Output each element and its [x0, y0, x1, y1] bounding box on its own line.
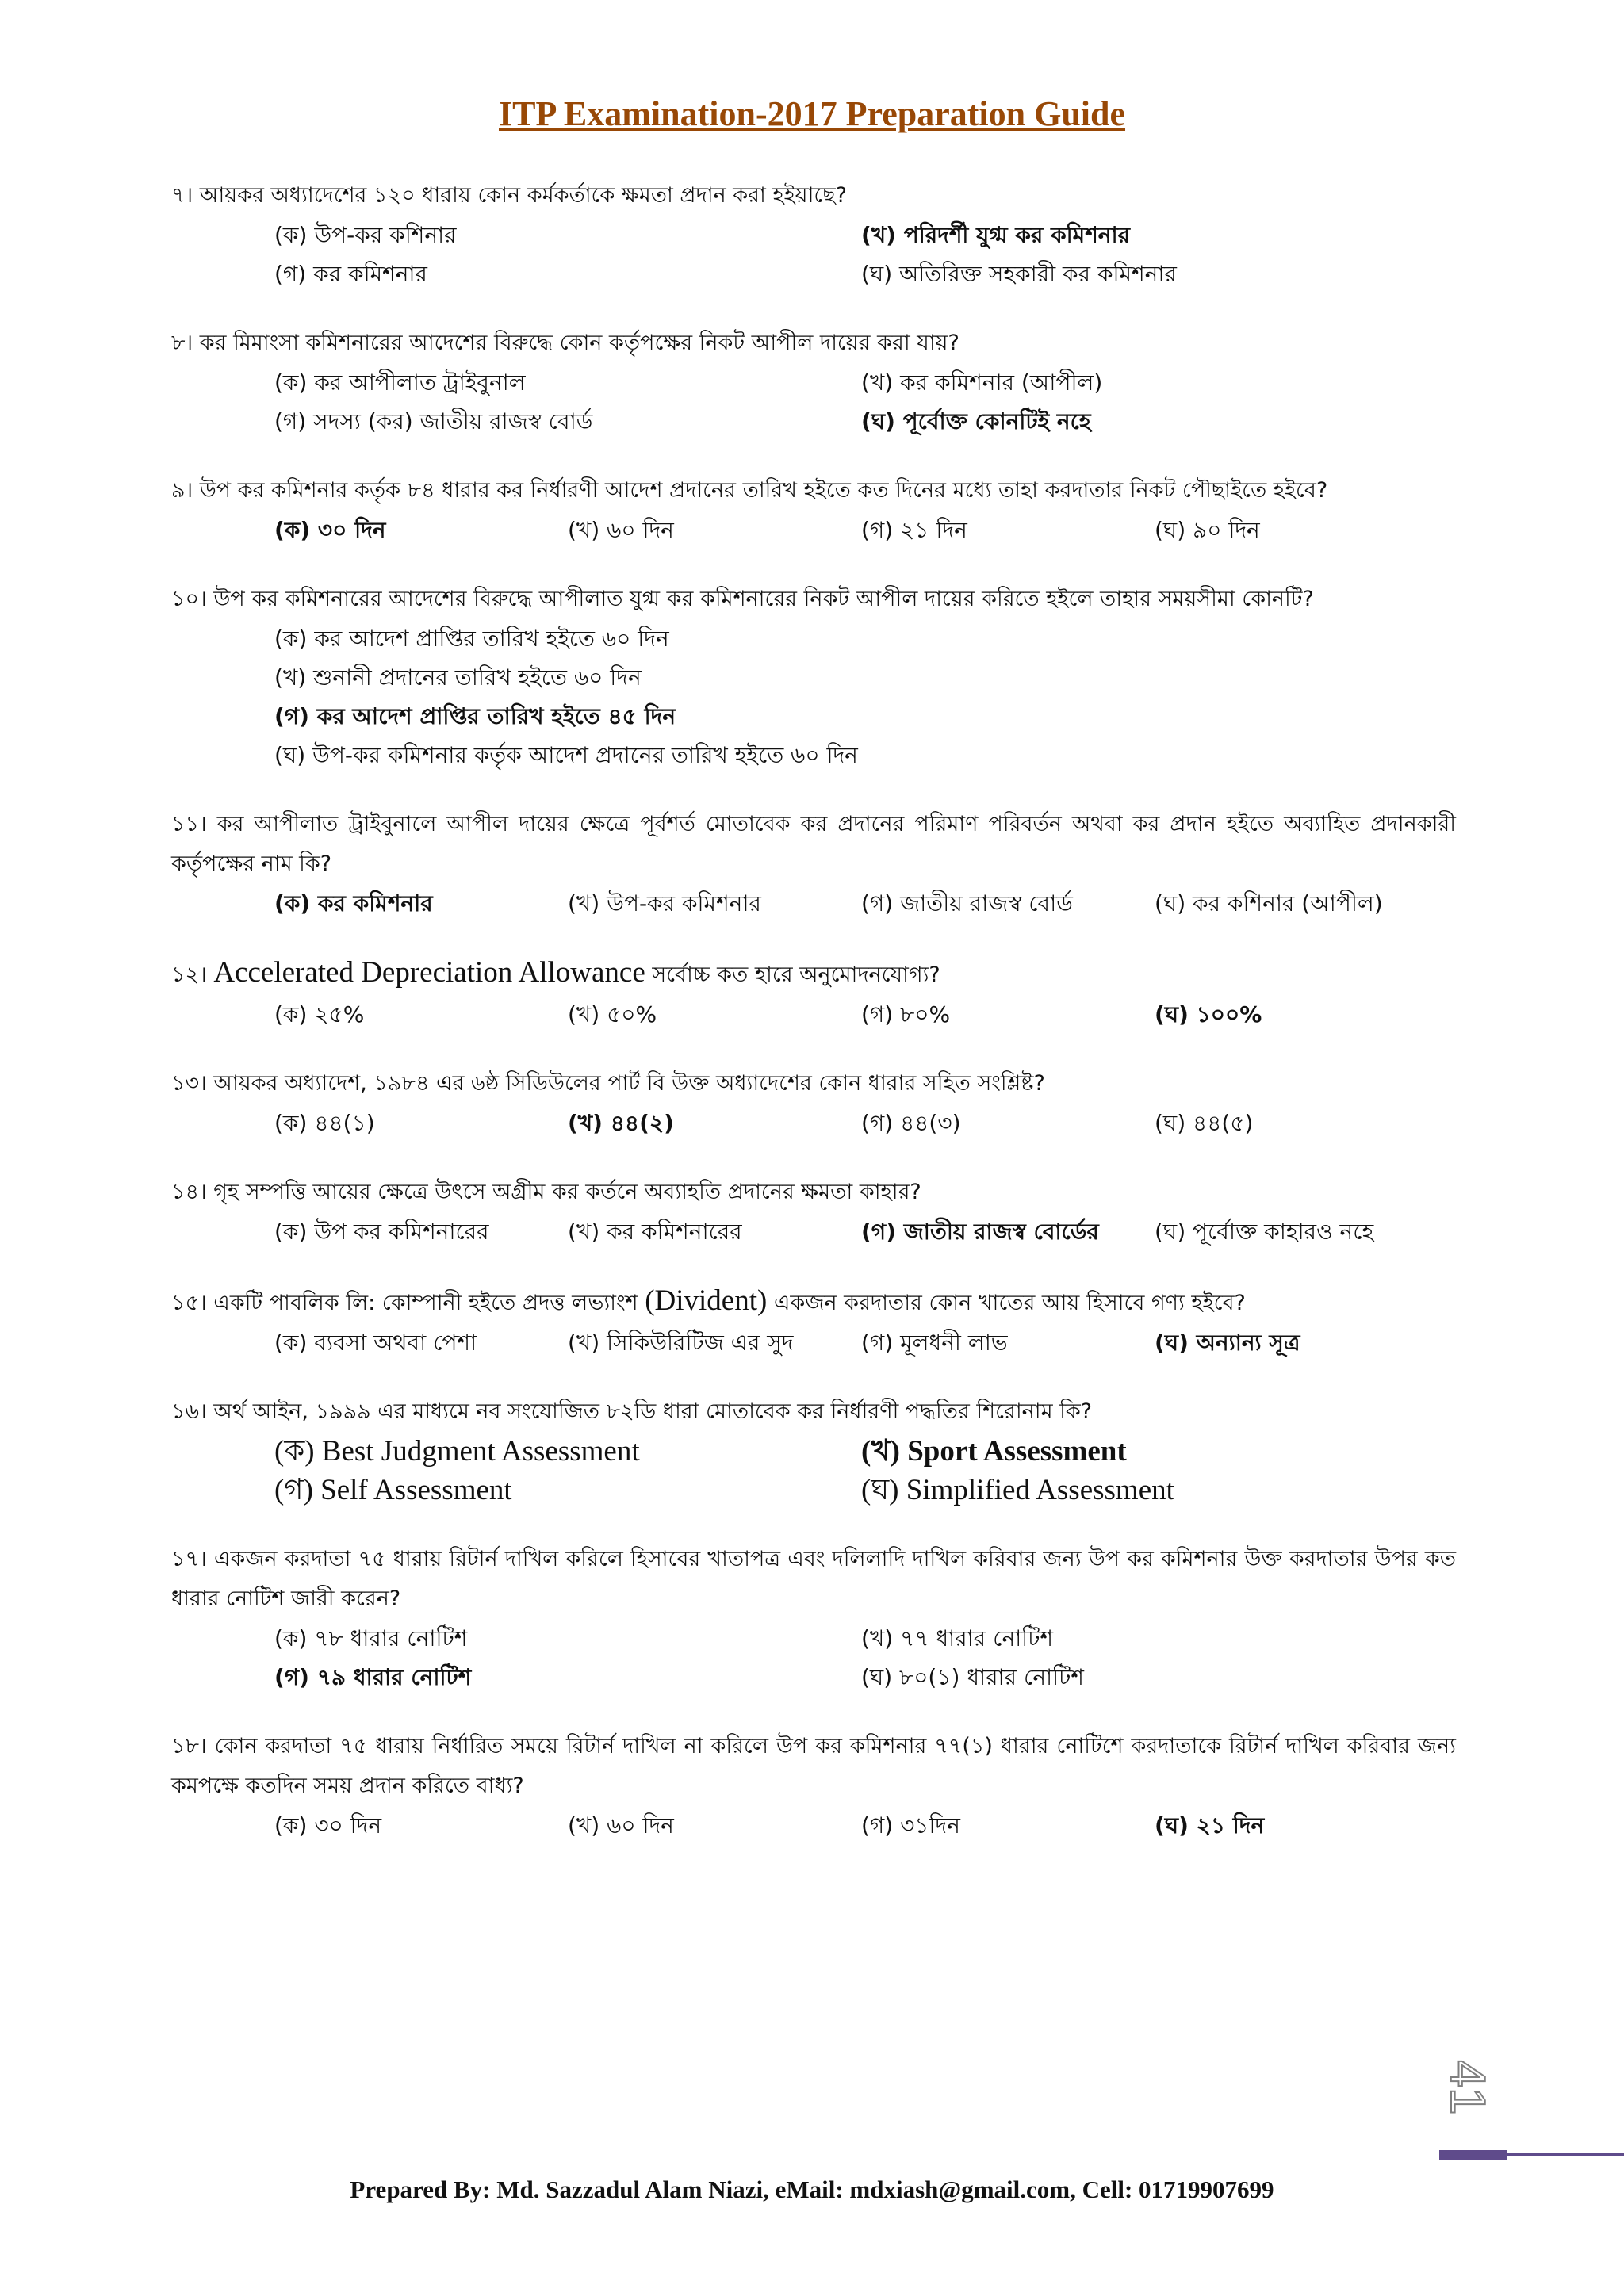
option-gha: (ঘ) ৯০ দিন	[1155, 517, 1260, 543]
question-list	[171, 176, 1456, 1875]
option-ga: (গ) ৪৪(৩)	[861, 1110, 961, 1136]
option-ka: (ক) ৭৮ ধারার নোটিশ	[274, 1625, 468, 1651]
question-text: ১০। উপ কর কমিশনারের আদেশের বিরুদ্ধে আপীলাত যুগ্ম কর কমিশনারের নিকট আপীল দায়ের করিতে হইলে তাহার সময়সীমা কোনটি?	[171, 587, 1314, 611]
option-ka: (ক) Best Judgment Assessment	[274, 1435, 640, 1468]
option-gha-correct: (ঘ) ২১ দিন	[1155, 1812, 1265, 1839]
question-english-term: Accelerated Depreciation Allowance	[213, 956, 645, 989]
option-kha: (খ) ৫০%	[568, 1001, 657, 1027]
option-gha: (ঘ) কর কশিনার (আপীল)	[1155, 890, 1383, 916]
option-gha: (ঘ) পূর্বোক্ত কাহারও নহে	[1155, 1219, 1374, 1245]
options	[274, 884, 1456, 923]
footer-credits: Prepared By: Md. Sazzadul Alam Niazi, eMail: mdxiash@gmail.com, Cell: 01719907699	[350, 2175, 1274, 2203]
question-suffix: সর্বোচ্চ কত হারে অনুমোদনযোগ্য?	[645, 962, 940, 987]
options	[274, 511, 1456, 549]
option-gha: (ঘ) ৮০(১) ধারার নোটিশ	[861, 1664, 1084, 1690]
option-kha-correct: (খ) ৪৪(২)	[568, 1110, 674, 1136]
option-ga-correct: (গ) কর আদেশ প্রাপ্তির তারিখ হইতে ৪৫ দিন	[274, 703, 676, 729]
option-ka: (ক) কর আপীলাত ট্রাইবুনাল	[274, 369, 526, 396]
option-kha: (খ) কর কমিশনার (আপীল)	[861, 369, 1103, 396]
page-corner-bar	[1439, 2150, 1507, 2160]
options	[274, 363, 1456, 441]
option-kha: (খ) সিকিউরিটিজ এর সুদ	[568, 1330, 794, 1356]
question-text: ১১। কর আপীলাত ট্রাইবুনালে আপীল দায়ের ক্ষেত্রে পূর্বশর্ত মোতাবেক কর প্রদানের পরিমাণ পরিবর্তন অথবা কর প্রদান হইতে অব্যাহিত প্রদানকারী কর্তৃপক্ষের নাম কি?	[171, 812, 1456, 876]
page-title: ITP Examination-2017 Preparation Guide	[498, 94, 1126, 133]
question-17	[171, 1540, 1456, 1697]
option-gha: (ঘ) অতিরিক্ত সহকারী কর কমিশনার	[861, 261, 1177, 287]
options	[274, 1212, 1456, 1251]
options	[274, 216, 1456, 293]
question-text: ১৭। একজন করদাতা ৭৫ ধারায় রিটার্ন দাখিল করিলে হিসাবের খাতাপত্র এবং দলিলাদি দাখিল করিবার জন্য উপ কর কমিশনার উক্ত করদাতার উপর কত ধারার নোটিশ জারী করেন?	[171, 1547, 1456, 1611]
option-ka: (ক) কর আদেশ প্রাপ্তির তারিখ হইতে ৬০ দিন	[274, 626, 669, 652]
option-ka-correct: (ক) ৩০ দিন	[274, 517, 386, 543]
option-ka: (ক) ৪৪(১)	[274, 1110, 375, 1136]
question-text	[171, 953, 1456, 995]
options	[274, 1104, 1456, 1142]
option-kha-correct: (খ) পরিদর্শী যুগ্ম কর কমিশনার	[861, 222, 1131, 248]
option-kha: (খ) ৬০ দিন	[568, 1812, 674, 1839]
option-gha-correct: (ঘ) অন্যান্য সূত্র	[1155, 1330, 1300, 1356]
option-gha: (ঘ) Simplified Assessment	[861, 1474, 1174, 1506]
option-kha-correct: (খ) Sport Assessment	[861, 1435, 1127, 1468]
question-text: ১৪। গৃহ সম্পত্তি আয়ের ক্ষেত্রে উৎসে অগ্রীম কর কর্তনে অব্যাহতি প্রদানের ক্ষমতা কাহার?	[171, 1180, 921, 1204]
question-8	[171, 323, 1456, 441]
question-text: ১৩। আয়কর অধ্যাদেশ, ১৯৮৪ এর ৬ষ্ঠ সিডিউলের পার্ট বি উক্ত অধ্যাদেশের কোন ধারার সহিত সংশ্লিষ্ট?	[171, 1071, 1045, 1096]
option-ka: (ক) উপ কর কমিশনারের	[274, 1219, 489, 1245]
question-15	[171, 1281, 1456, 1362]
options	[274, 1806, 1456, 1845]
option-ka: (ক) ২৫%	[274, 1001, 365, 1027]
option-gha: (ঘ) উপ-কর কমিশনার কর্তৃক আদেশ প্রদানের তারিখ হইতে ৬০ দিন	[274, 742, 858, 768]
page-number: 41	[1440, 2060, 1496, 2115]
question-text: ৭। আয়কর অধ্যাদেশের ১২০ ধারায় কোন কর্মকর্তাকে ক্ষমতা প্রদান করা হইয়াছে?	[171, 183, 847, 208]
option-gha-correct: (ঘ) ১০০%	[1155, 1001, 1262, 1027]
question-text: ৮। কর মিমাংসা কমিশনারের আদেশের বিরুদ্ধে কোন কর্তৃপক্ষের নিকট আপীল দায়ের করা যায়?	[171, 331, 959, 355]
question-10	[171, 580, 1456, 775]
option-ga-correct: (গ) ৭৯ ধারার নোটিশ	[274, 1664, 472, 1690]
option-gha-correct: (ঘ) পূর্বোক্ত কোনটিই নহে	[861, 408, 1091, 434]
question-12	[171, 953, 1456, 1034]
question-prefix: ১৫। একটি পাবলিক লি: কোম্পানী হইতে প্রদত্ত লভ্যাংশ	[171, 1291, 645, 1315]
question-prefix: ১২।	[171, 962, 214, 987]
option-ga: (গ) মূলধনী লাভ	[861, 1330, 1008, 1356]
option-ka-correct: (ক) কর কমিশনার	[274, 890, 433, 916]
question-9	[171, 471, 1456, 549]
question-text	[171, 1281, 1456, 1323]
options	[274, 1323, 1456, 1362]
option-kha: (খ) উপ-কর কমিশনার	[568, 890, 761, 916]
option-ga: (গ) ৩১দিন	[861, 1812, 960, 1839]
page-corner-line	[1507, 2153, 1624, 2156]
question-11	[171, 805, 1456, 923]
option-ka: (ক) ৩০ দিন	[274, 1812, 382, 1839]
option-kha: (খ) ৬০ দিন	[568, 517, 674, 543]
option-ga: (গ) ২১ দিন	[861, 517, 967, 543]
option-ga: (গ) জাতীয় রাজস্ব বোর্ড	[861, 890, 1073, 916]
question-text: ১৮। কোন করদাতা ৭৫ ধারায় নির্ধারিত সময়ে রিটার্ন দাখিল না করিলে উপ কর কমিশনার ৭৭(১) ধারার নোটিশে করদাতাকে রিটার্ন দাখিল করিবার জন্য কমপক্ষে কতদিন সময় প্রদান করিতে বাধ্য?	[171, 1734, 1456, 1798]
options	[274, 1432, 1456, 1510]
question-english-term: (Divident)	[645, 1284, 768, 1317]
question-18	[171, 1727, 1456, 1845]
question-text: ৯। উপ কর কমিশনার কর্তৃক ৮৪ ধারার কর নির্ধারণী আদেশ প্রদানের তারিখ হইতে কত দিনের মধ্যে তাহা করদাতার নিকট পৌছাইতে হইবে?	[171, 478, 1328, 503]
question-14	[171, 1173, 1456, 1251]
option-ka: (ক) ব্যবসা অথবা পেশা	[274, 1330, 477, 1356]
question-16	[171, 1392, 1456, 1510]
question-7	[171, 176, 1456, 293]
option-ka: (ক) উপ-কর কশিনার	[274, 222, 457, 248]
option-kha: (খ) ৭৭ ধারার নোটিশ	[861, 1625, 1054, 1651]
question-suffix: একজন করদাতার কোন খাতের আয় হিসাবে গণ্য হইবে?	[767, 1291, 1246, 1315]
option-kha: (খ) শুনানী প্রদানের তারিখ হইতে ৬০ দিন	[274, 664, 642, 691]
question-text: ১৬। অর্থ আইন, ১৯৯৯ এর মাধ্যমে নব সংযোজিত ৮২ডি ধারা মোতাবেক কর নির্ধারণী পদ্ধতির শিরোনাম কি?	[171, 1399, 1093, 1424]
option-kha: (খ) কর কমিশনারের	[568, 1219, 742, 1245]
options	[274, 619, 1456, 775]
option-ga: (গ) কর কমিশনার	[274, 261, 427, 287]
question-13	[171, 1064, 1456, 1142]
option-ga-correct: (গ) জাতীয় রাজস্ব বোর্ডের	[861, 1219, 1099, 1245]
option-ga: (গ) ৮০%	[861, 1001, 951, 1027]
option-gha: (ঘ) ৪৪(৫)	[1155, 1110, 1254, 1136]
options	[274, 995, 1456, 1034]
options	[274, 1619, 1456, 1697]
option-ga: (গ) Self Assessment	[274, 1474, 512, 1506]
option-ga: (গ) সদস্য (কর) জাতীয় রাজস্ব বোর্ড	[274, 408, 593, 434]
